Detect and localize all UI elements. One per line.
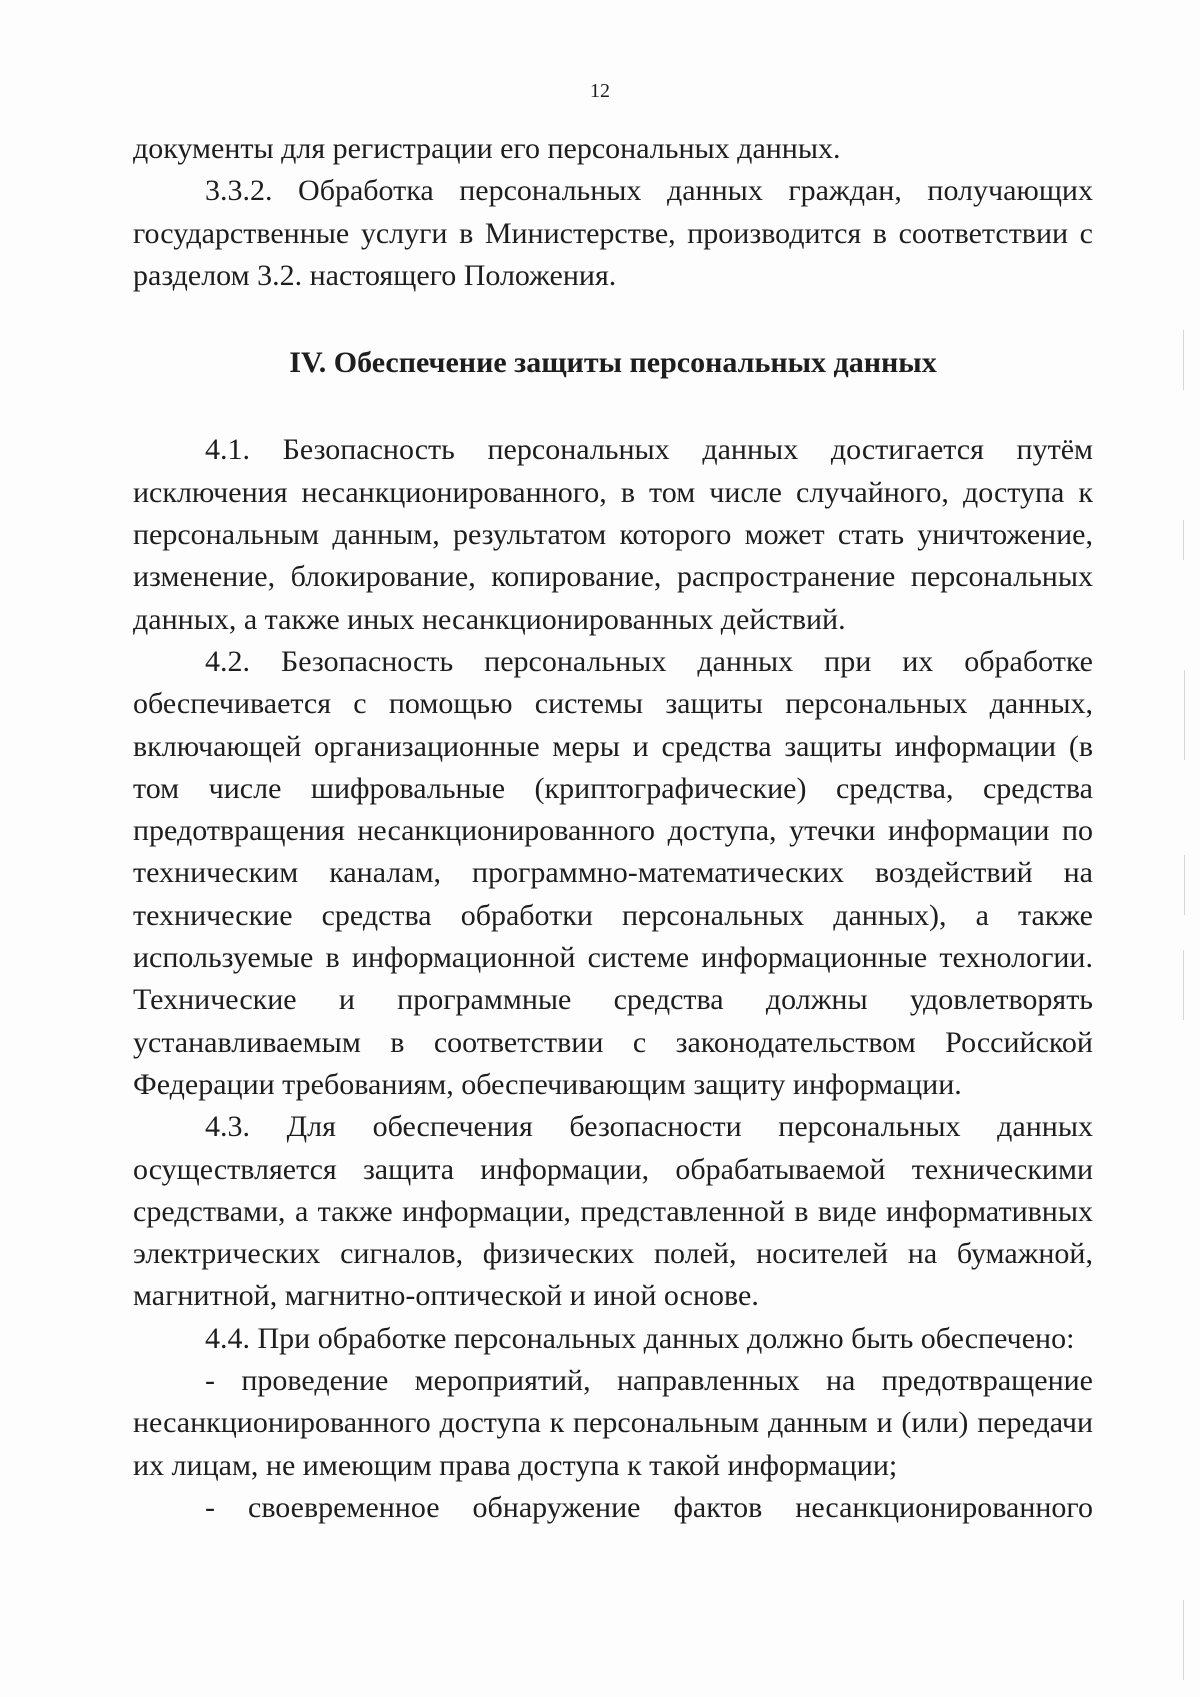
- paragraph-4-1: 4.1. Безопасность персональных данных достигается путём исключения несанкционированного, в том числе случайного, доступа к персональным данным, результатом которого может стать уничтожение, изменение, блокирование, копирование, распространение персональных данных, а также иных несанкционированных действий.: [133, 433, 1093, 636]
- scan-artifact: [1183, 950, 1184, 1020]
- paragraph-4-4: 4.4. При обработке персональных данных должно быть обеспечено:: [205, 1321, 1075, 1355]
- paragraph-3-3-2: 3.3.2. Обработка персональных данных граждан, получающих государственные услуги в Министерстве, производится в соответствии с разделом 3.2. настоящего Положения.: [133, 174, 1093, 292]
- scan-artifact: [1183, 330, 1184, 390]
- section-heading: IV. Обеспечение защиты персональных данных: [289, 346, 937, 380]
- scan-artifact: [1184, 670, 1185, 760]
- paragraph-4-3: 4.3. Для обеспечения безопасности персональных данных осуществляется защита информации, обрабатываемой техническими средствами, а также информации, представленной в виде информативных электрических сигналов, физических полей, носителей на бумажной, магнитной, магнитно-оптической и иной основе.: [133, 1110, 1093, 1313]
- list-item-1: - проведение мероприятий, направленных на предотвращение несанкционированного доступа к персональным данным и (или) передачи их лицам, не имеющим права доступа к такой информации;: [133, 1364, 1093, 1482]
- paragraph-4-2: 4.2. Безопасность персональных данных при их обработке обеспечивается с помощью системы защиты персональных данных, включающей организационные меры и средства защиты информации (в том числе шифровальные (криптографические) средства, средства предотвращения несанкционированного доступа, утечки информации по техническим каналам, программно-математических воздействий на технические средства обработки персональных данных), а также используемые в информационной системе информационные технологии. Технические и программные средства должны удовлетворять устанавливаемым в соответствии с законодательством Российской Федерации требованиям, обеспечивающим защиту информации.: [133, 644, 1093, 1101]
- scan-artifact: [1184, 855, 1185, 915]
- scan-artifact: [1183, 1600, 1184, 1680]
- document-body: [133, 128, 1093, 1529]
- spacer: [133, 384, 1093, 429]
- page-number: 12: [590, 80, 610, 102]
- paragraph-continuation: документы для регистрации его персональных данных.: [133, 132, 841, 165]
- spacer: [133, 297, 1093, 342]
- scan-artifact: [1183, 520, 1184, 560]
- list-item-2: - своевременное обнаружение фактов несанкционированного: [205, 1490, 1093, 1524]
